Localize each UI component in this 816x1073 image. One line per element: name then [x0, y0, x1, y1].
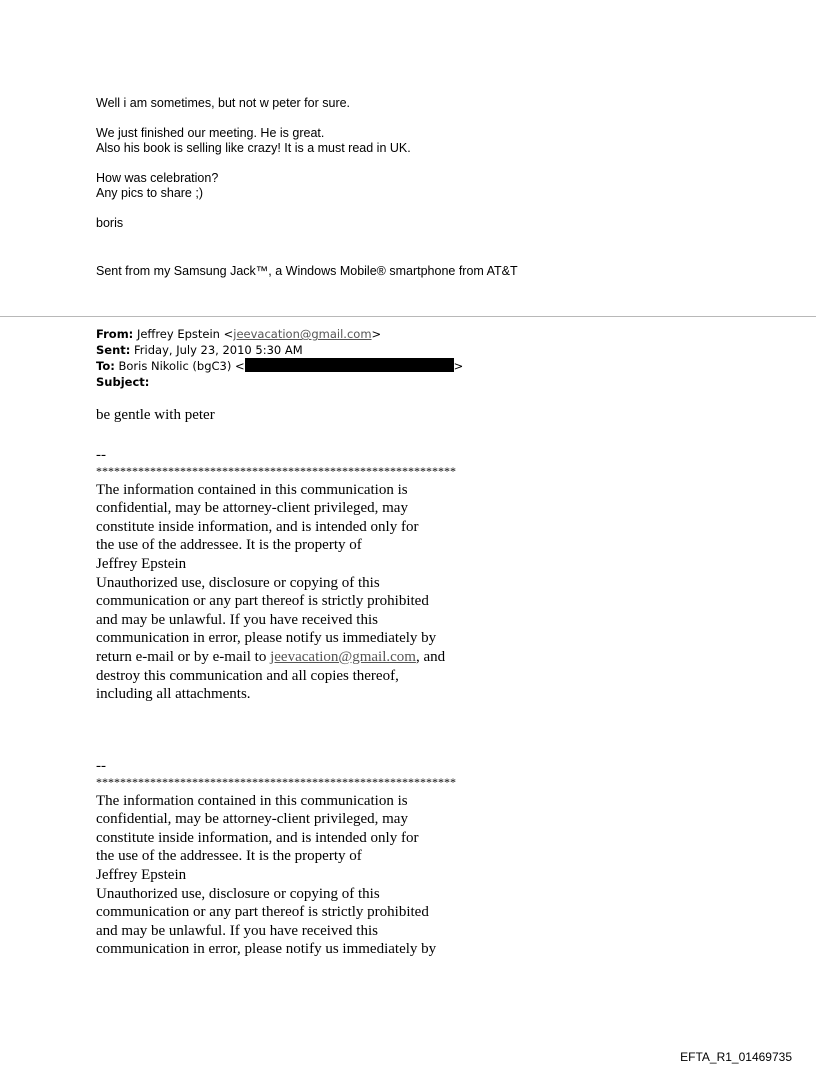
signature-dash: -- — [96, 758, 106, 774]
redaction-box — [245, 358, 454, 372]
disclaimer-line: the use of the addressee. It is the property of — [96, 848, 362, 865]
sent-value: Friday, July 23, 2010 5:30 AM — [134, 342, 303, 357]
from-name: Jeffrey Epstein — [136, 327, 220, 341]
disclaimer-block — [96, 446, 456, 704]
reply-signature: boris — [96, 215, 124, 230]
document-id: EFTA_R1_01469735 — [680, 1050, 792, 1064]
disclaimer-block-2 — [96, 757, 456, 959]
to-name: Boris Nikolic (bgC3) — [118, 359, 232, 373]
disclaimer-line: the use of the addressee. It is the property of — [96, 537, 362, 554]
disclaimer-line: communication or any part thereof is strictly prohibited — [96, 593, 429, 610]
sent-label: Sent: — [96, 342, 131, 357]
disclaimer-line: including all attachments. — [96, 686, 251, 703]
reply-line: How was celebration? — [96, 170, 219, 185]
disclaimer-line: Unauthorized use, disclosure or copying of this — [96, 574, 380, 591]
from-label: From: — [96, 327, 134, 341]
disclaimer-line: Jeffrey Epstein — [96, 555, 187, 572]
disclaimer-line: and may be unlawful. If you have received this — [96, 922, 378, 939]
reply-line: We just finished our meeting. He is great. — [96, 125, 325, 140]
asterisk-rule: ************************************************************ — [96, 774, 456, 789]
reply-line: Well i am sometimes, but not w peter for sure. — [96, 96, 351, 110]
disclaimer-line — [96, 648, 456, 667]
header-from: From: Jeffrey Epstein <jeevacation@gmail.com> — [96, 327, 382, 341]
disclaimer-line: communication or any part thereof is strictly prohibited — [96, 904, 429, 921]
reply-line: Any pics to share ;) — [96, 186, 203, 201]
disclaimer-line: Jeffrey Epstein — [96, 866, 187, 883]
disclaimer-line: constitute inside information, and is intended only for — [96, 829, 419, 846]
signature-dash: -- — [96, 447, 106, 463]
disclaimer-line: constitute inside information, and is intended only for — [96, 518, 419, 535]
disclaimer-line: The information contained in this communication is — [96, 792, 408, 809]
disclaimer-line: and may be unlawful. If you have received this — [96, 611, 378, 628]
email-header — [96, 327, 463, 390]
to-label: To: — [96, 359, 115, 373]
disclaimer-line: The information contained in this communication is — [96, 481, 408, 498]
header-sent — [96, 343, 463, 359]
disclaimer-line: Unauthorized use, disclosure or copying of this — [96, 885, 380, 902]
asterisk-rule: ************************************************************ — [96, 463, 456, 478]
disclaimer-line: destroy this communication and all copies thereof, — [96, 667, 399, 684]
from-email-link[interactable]: jeevacation@gmail.com — [233, 327, 372, 341]
reply-body — [96, 96, 411, 232]
line-text: return e-mail or by e-mail to — [96, 648, 271, 665]
subject-label: Subject: — [96, 374, 150, 389]
header-to: To: Boris Nikolic (bgC3) < > — [96, 359, 464, 373]
disclaimer-line: confidential, may be attorney-client privileged, may — [96, 811, 408, 828]
disclaimer-line: communication in error, please notify us immediately by — [96, 941, 437, 958]
reply-line: Also his book is selling like crazy! It is a must read in UK. — [96, 141, 411, 156]
sent-from-footer: Sent from my Samsung Jack™, a Windows Mobile® smartphone from AT&T — [96, 264, 518, 278]
disclaimer-line: communication in error, please notify us immediately by — [96, 630, 437, 647]
disclaimer-email-link[interactable]: jeevacation@gmail.com — [270, 648, 416, 665]
header-subject — [96, 375, 463, 391]
disclaimer-line: confidential, may be attorney-client privileged, may — [96, 500, 408, 517]
line-text: , and — [415, 648, 446, 665]
separator-line — [0, 316, 816, 317]
original-body: be gentle with peter — [96, 407, 215, 423]
